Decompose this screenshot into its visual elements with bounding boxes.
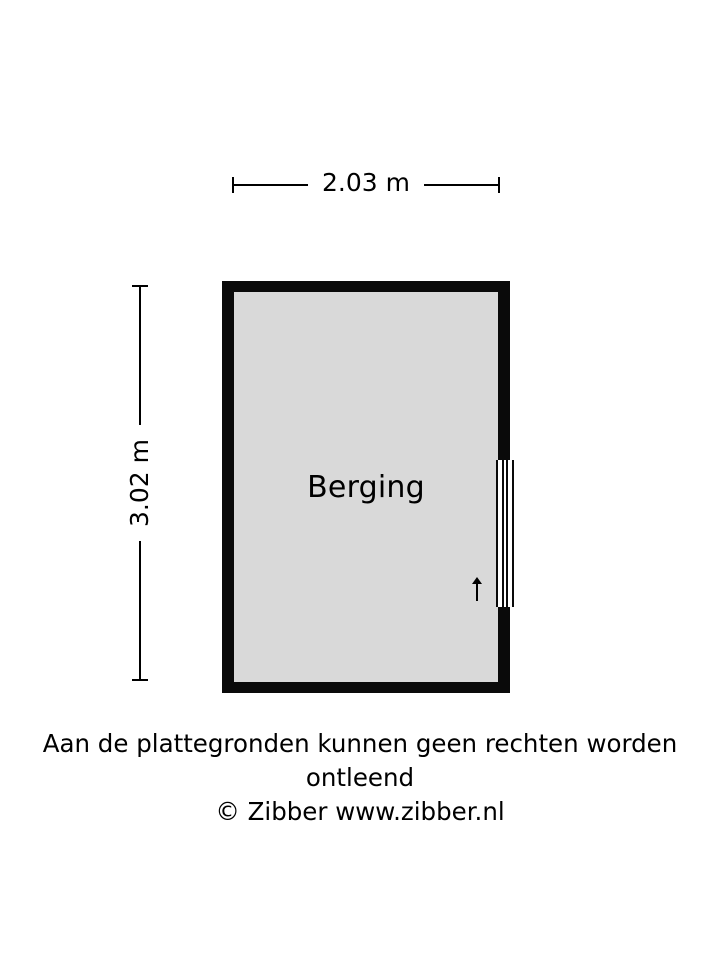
room-label: Berging xyxy=(307,469,425,505)
door-opening xyxy=(496,460,514,607)
dimension-height xyxy=(125,285,154,681)
dimension-width-cap-right xyxy=(498,177,500,193)
footer-text xyxy=(0,727,720,829)
dimension-height-cap-bottom xyxy=(132,679,148,681)
up-arrow-shaft xyxy=(476,581,478,601)
dimension-height-label: 3.02 m xyxy=(124,425,156,541)
dimension-height-cap-top xyxy=(132,285,148,287)
up-arrow-icon xyxy=(470,577,484,601)
dimension-width-cap-left xyxy=(232,177,234,193)
room-floor-area xyxy=(234,292,498,682)
door-mullion-1 xyxy=(502,460,504,607)
dimension-width xyxy=(232,168,500,197)
dimension-width-label: 2.03 m xyxy=(308,165,424,201)
room-berging xyxy=(222,281,510,693)
footer-disclaimer: Aan de plattegronden kunnen geen rechten worden ontleend xyxy=(42,729,678,792)
door-mullion-2 xyxy=(506,460,508,607)
footer-copyright: © Zibber www.zibber.nl xyxy=(215,797,505,826)
